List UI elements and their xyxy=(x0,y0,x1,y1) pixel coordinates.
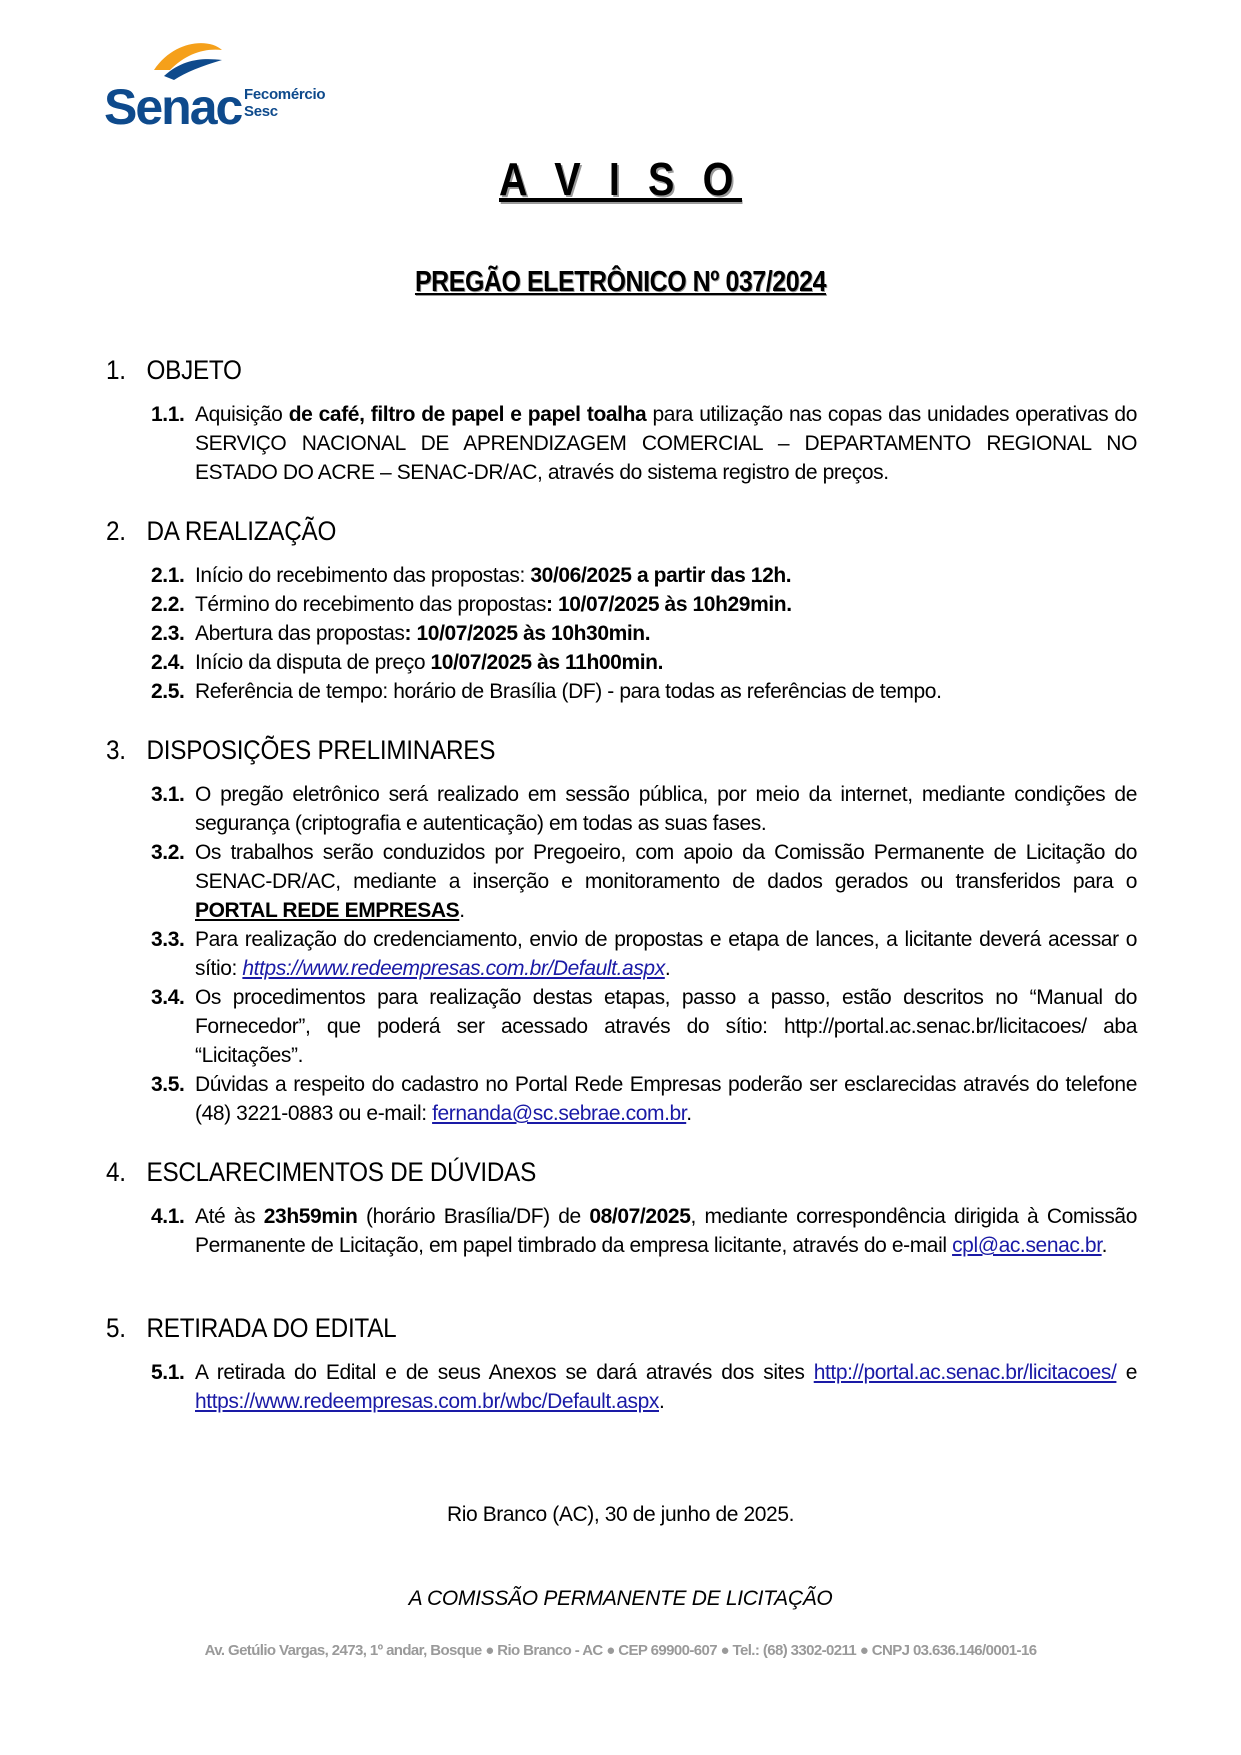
section-items xyxy=(151,780,1137,1128)
list-item: 3.2. Os trabalhos serão conduzidos por Pregoeiro, com apoio da Comissão Permanente de Licitação do SENAC-DR/AC, mediante a inserção e monitoramento de dados gerados ou transferidos para o PORTAL REDE EMPRESAS. xyxy=(151,841,1137,922)
list-item: 2.1. Início do recebimento das propostas: 30/06/2025 a partir das 12h. xyxy=(151,564,792,587)
portal-name: PORTAL REDE EMPRESAS xyxy=(195,899,460,922)
date-line: Rio Branco (AC), 30 de junho de 2025. xyxy=(446,1503,795,1526)
redeempresas-link[interactable]: https://www.redeempresas.com.br/Default.aspx xyxy=(242,957,665,980)
redeempresas-wbc-link[interactable]: https://www.redeempresas.com.br/wbc/Default.aspx xyxy=(195,1390,659,1413)
portal-link[interactable]: http://portal.ac.senac.br/licitacoes/ xyxy=(813,1361,1117,1384)
section-items xyxy=(151,400,1137,487)
logo-subtitle: Fecomércio Sesc xyxy=(244,86,326,120)
logo-wordmark: Senac xyxy=(104,79,242,135)
section-heading: 4. ESCLARECIMENTOS DE DÚVIDAS xyxy=(106,1157,537,1187)
section-heading: 2. DA REALIZAÇÃO xyxy=(106,516,337,546)
page-title: A V I S O xyxy=(498,153,743,205)
section-items xyxy=(151,1202,1137,1260)
document-body xyxy=(106,350,1137,1440)
list-item: 2.3. Abertura das propostas: 10/07/2025 às 10h30min. xyxy=(151,622,651,645)
section-items xyxy=(151,1358,1137,1416)
list-item: 4.1. Até às 23h59min (horário Brasília/DF) de 08/07/2025, mediante correspondência dirigida à Comissão Permanente de Licitação, em papel timbrado da empresa licitante, através do e-mail cpl@ac.senac.br. xyxy=(151,1205,1137,1257)
list-item: 2.2. Término do recebimento das propostas: 10/07/2025 às 10h29min. xyxy=(151,593,792,616)
senac-logo xyxy=(104,36,354,135)
section-heading: 3. DISPOSIÇÕES PRELIMINARES xyxy=(106,735,496,765)
list-item: 3.5. Dúvidas a respeito do cadastro no Portal Rede Empresas poderão ser esclarecidas através do telefone (48) 3221-0883 ou e-mail: fernanda@sc.sebrae.com.br. xyxy=(151,1073,1137,1125)
list-item: 3.3. Para realização do credenciamento, envio de propostas e etapa de lances, a licitante deverá acessar o sítio: https://www.redeempresas.com.br/Default.aspx. xyxy=(151,928,1137,980)
email-link[interactable]: cpl@ac.senac.br xyxy=(952,1234,1102,1257)
email-link[interactable]: fernanda@sc.sebrae.com.br xyxy=(432,1102,687,1125)
list-item: 3.4. Os procedimentos para realização destas etapas, passo a passo, estão descritos no “Manual do Fornecedor”, que poderá ser acessado através do sítio: http://portal.ac.senac.br/licitacoes/ aba “Licitações”. xyxy=(151,986,1137,1067)
list-item: 1.1. Aquisição de café, filtro de papel e papel toalha para utilização nas copas das unidades operativas do SERVIÇO NACIONAL DE APRENDIZAGEM COMERCIAL – DEPARTAMENTO REGIONAL NO ESTADO DO ACRE – SENAC-DR/AC, através do sistema registro de preços. xyxy=(151,403,1137,484)
list-item: 2.4. Início da disputa de preço 10/07/2025 às 11h00min. xyxy=(151,651,664,674)
section-heading: 5. RETIRADA DO EDITAL xyxy=(106,1313,397,1343)
page-subtitle: PREGÃO ELETRÔNICO Nº 037/2024 xyxy=(414,266,827,298)
list-item: 3.1. O pregão eletrônico será realizado em sessão pública, por meio da internet, mediante condições de segurança (criptografia e autenticação) em todas as suas fases. xyxy=(151,783,1137,835)
section-items xyxy=(151,561,1137,706)
list-item: 2.5. Referência de tempo: horário de Brasília (DF) - para todas as referências de tempo. xyxy=(151,680,942,703)
section-heading: 1. OBJETO xyxy=(106,355,242,385)
signature-line: A COMISSÃO PERMANENTE DE LICITAÇÃO xyxy=(408,1587,833,1610)
list-item: 5.1. A retirada do Edital e de seus Anexos se dará através dos sites http://portal.ac.senac.br/licitacoes/ e https://www.redeempresas.com.br/wbc/Default.aspx. xyxy=(151,1361,1137,1413)
footer-address: Av. Getúlio Vargas, 2473, 1º andar, Bosque ● Rio Branco - AC ● CEP 69900-607 ● Tel.: (68) 3302-0211 ● CNPJ 03.636.146/0001-16 xyxy=(204,1642,1037,1659)
